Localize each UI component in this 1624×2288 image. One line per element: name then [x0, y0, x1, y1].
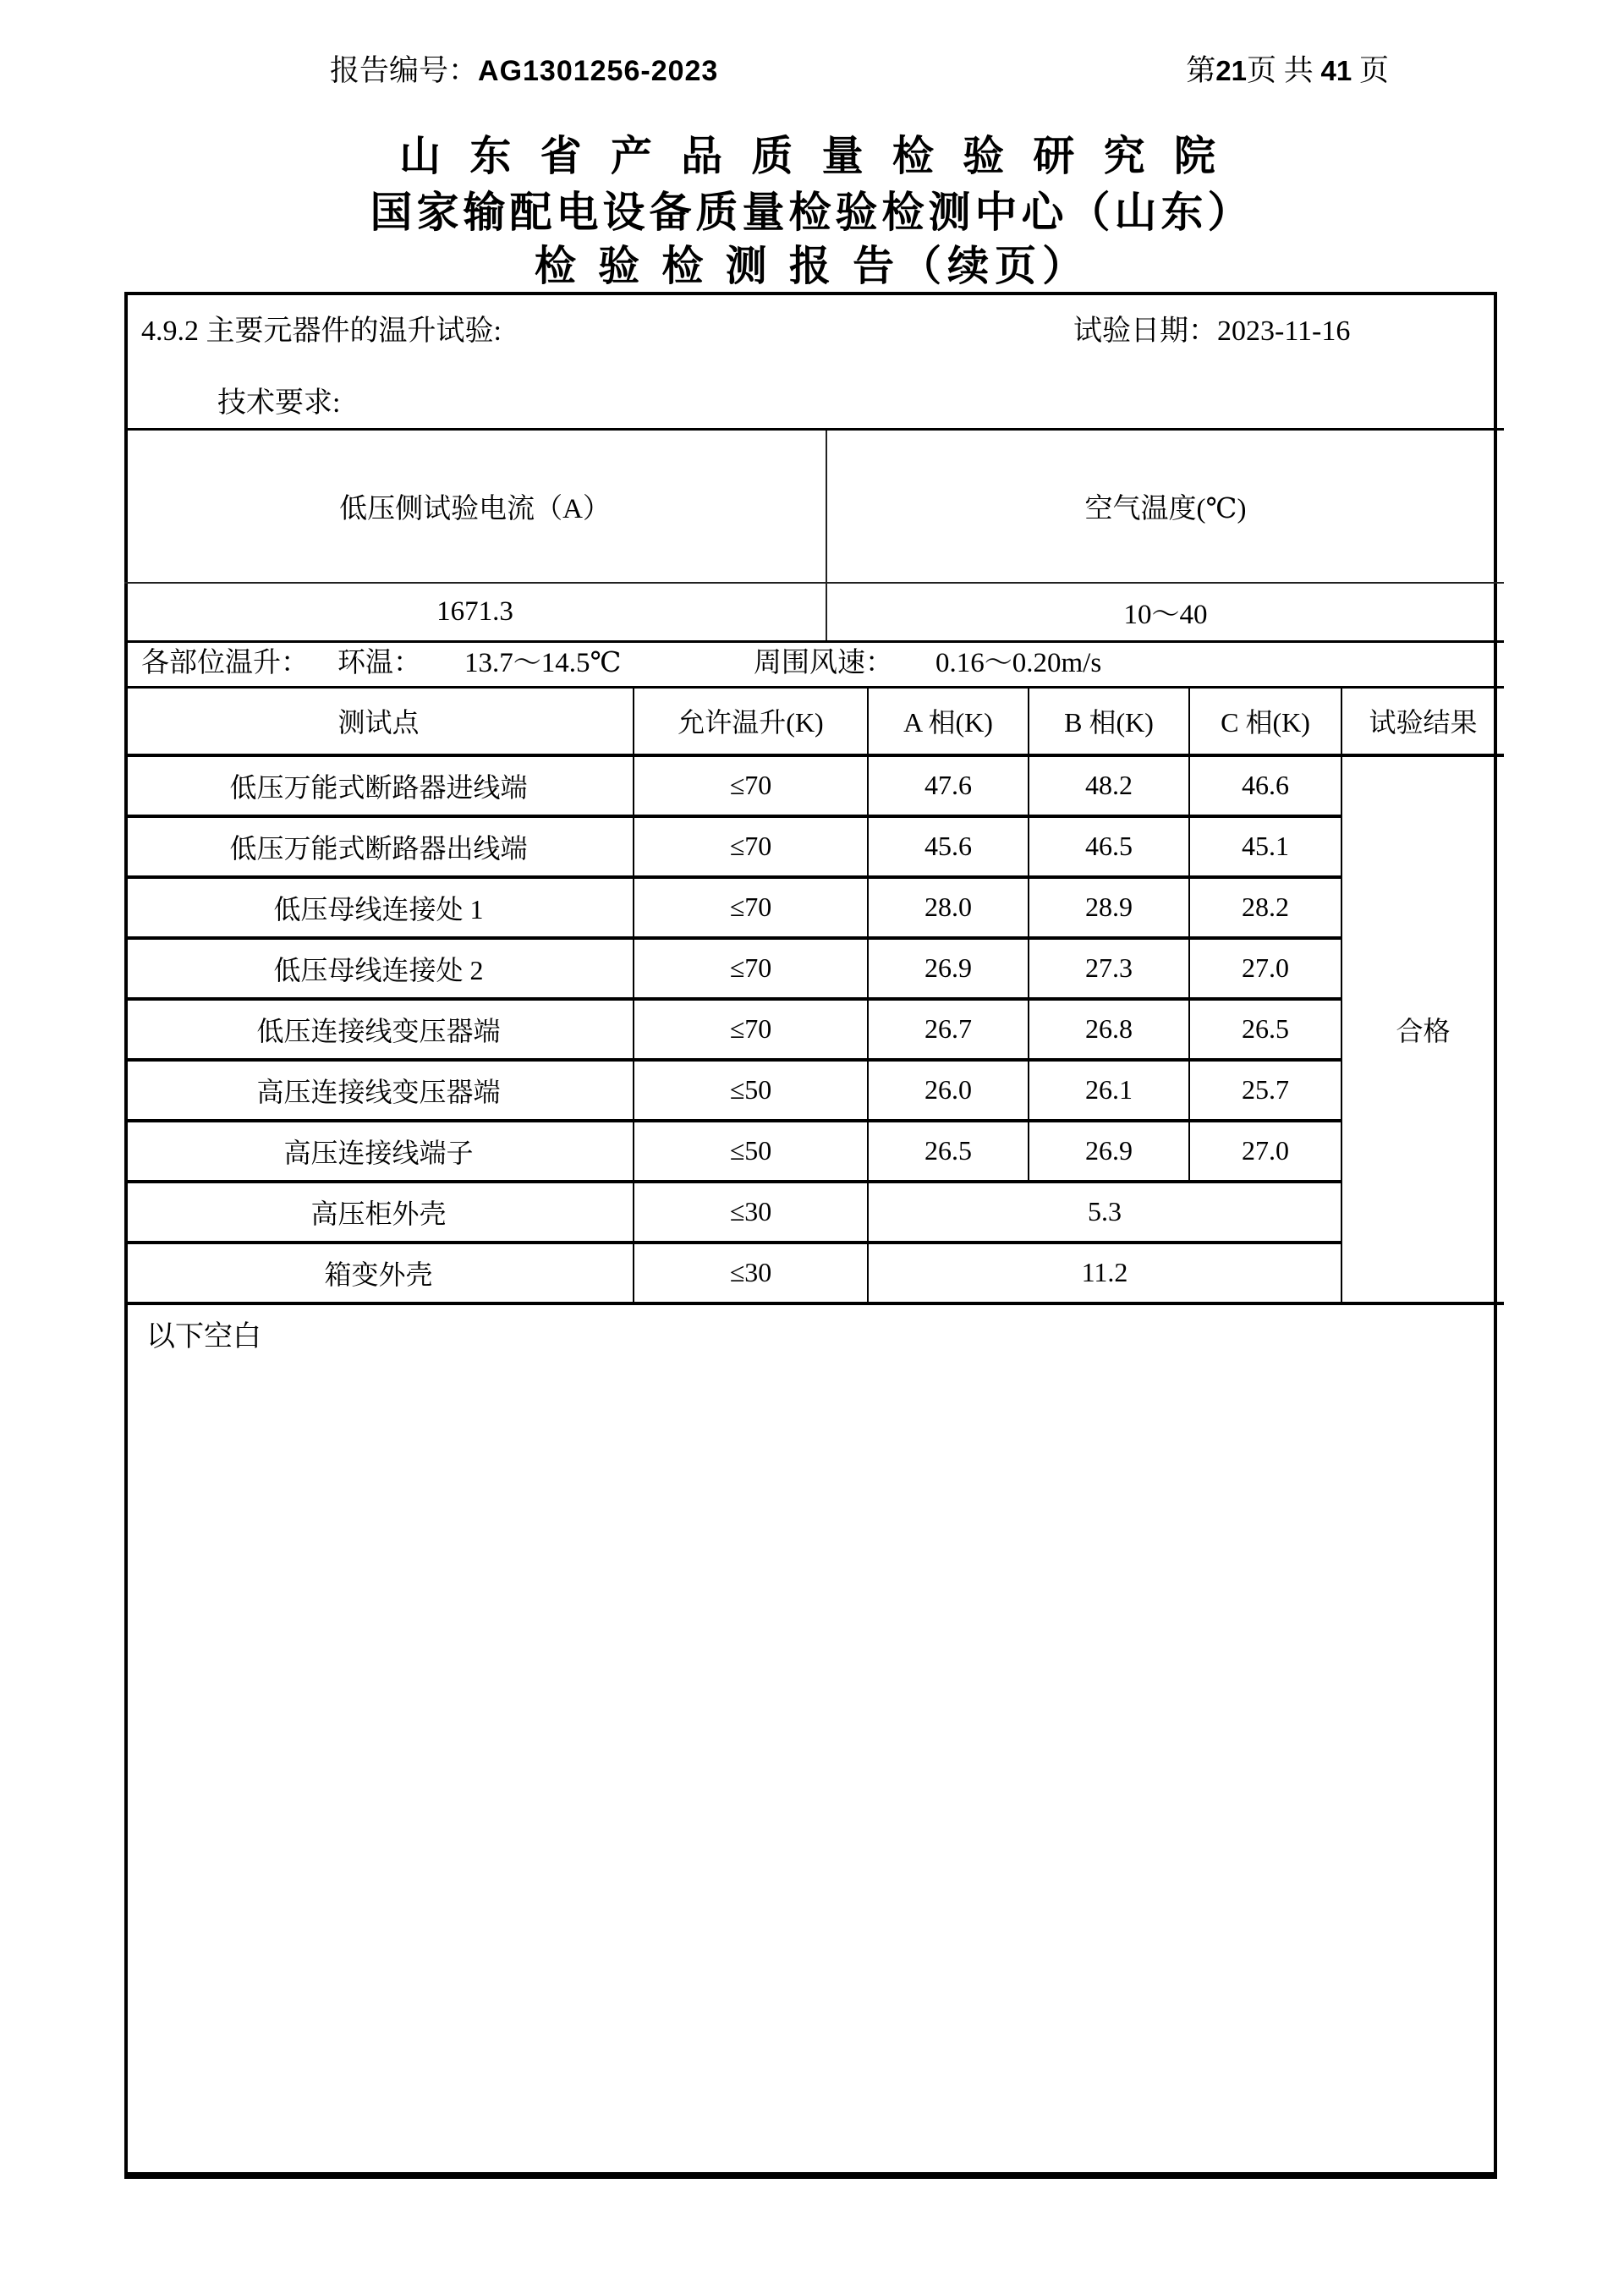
condition-value-current: 1671.3 — [124, 583, 826, 642]
table-row — [124, 877, 1504, 938]
report-number-value: AG1301256-2023 — [478, 55, 719, 87]
title-line-1: 山 东 省 产 品 质 量 检 验 研 究 院 — [399, 133, 1225, 179]
section-heading: 4.9.2 主要元器件的温升试验: — [141, 315, 502, 347]
test-date — [1073, 307, 1350, 348]
header-phase-b: B 相(K) — [1029, 688, 1189, 755]
result-cell: 合格 — [1341, 755, 1504, 1303]
below-blank-note: 以下空白 — [146, 1321, 261, 1352]
phase-c-cell: 27.0 — [1189, 1121, 1341, 1182]
phase-a-cell: 26.5 — [868, 1121, 1029, 1182]
phase-c-cell: 27.0 — [1189, 938, 1341, 999]
table-header-row — [124, 688, 1504, 755]
table-row — [124, 1060, 1504, 1121]
table-row — [124, 1243, 1504, 1303]
content-box — [124, 292, 1497, 2179]
phase-c-cell: 25.7 — [1189, 1060, 1341, 1121]
header-limit: 允许温升(K) — [634, 688, 868, 755]
header-test-point: 测试点 — [124, 688, 634, 755]
phase-b-cell: 26.1 — [1029, 1060, 1189, 1121]
table-row — [124, 1182, 1504, 1243]
phase-a-cell: 47.6 — [868, 755, 1029, 816]
phase-b-cell: 48.2 — [1029, 755, 1189, 816]
test-point-cell: 低压母线连接处 2 — [124, 938, 634, 999]
condition-value-airtemp: 10～40 — [826, 583, 1504, 642]
limit-cell: ≤70 — [634, 877, 868, 938]
ambient-temp-value: 13.7～14.5℃ — [464, 648, 622, 678]
page-current: 21 — [1215, 55, 1247, 86]
phase-b-cell: 26.9 — [1029, 1121, 1189, 1182]
limit-cell: ≤50 — [634, 1121, 868, 1182]
test-point-cell: 低压万能式断路器出线端 — [124, 816, 634, 877]
page-total: 41 — [1320, 55, 1352, 86]
merged-value-cell: 5.3 — [868, 1182, 1341, 1243]
phase-c-cell: 28.2 — [1189, 877, 1341, 938]
temp-rise-table — [124, 686, 1504, 1305]
test-point-cell: 高压柜外壳 — [124, 1182, 634, 1243]
ambient-temp-label: 环温： — [337, 648, 421, 678]
header-phase-a: A 相(K) — [868, 688, 1029, 755]
parts-temp-rise-label: 各部位温升： — [141, 648, 309, 678]
page-suffix: 页 — [1352, 54, 1389, 87]
page-indicator — [1186, 52, 1389, 90]
phase-b-cell: 26.8 — [1029, 999, 1189, 1060]
phase-a-cell: 45.6 — [868, 816, 1029, 877]
limit-cell: ≤70 — [634, 755, 868, 816]
limit-cell: ≤30 — [634, 1182, 868, 1243]
wind-speed-value: 0.16～0.20m/s — [935, 648, 1102, 678]
phase-c-cell: 45.1 — [1189, 816, 1341, 877]
table-row — [124, 999, 1504, 1060]
merged-value-cell: 11.2 — [868, 1243, 1341, 1303]
phase-a-cell: 26.0 — [868, 1060, 1029, 1121]
phase-b-cell: 28.9 — [1029, 877, 1189, 938]
page-prefix: 第 — [1186, 54, 1216, 87]
parts-temp-rise-line — [128, 640, 1494, 686]
condition-header-airtemp: 空气温度(℃) — [826, 430, 1504, 583]
test-point-cell: 低压万能式断路器进线端 — [124, 755, 634, 816]
test-point-cell: 箱变外壳 — [124, 1243, 634, 1303]
table-row — [124, 1121, 1504, 1182]
phase-c-cell: 46.6 — [1189, 755, 1341, 816]
limit-cell: ≤70 — [634, 938, 868, 999]
condition-header-current: 低压侧试验电流（A） — [124, 430, 826, 583]
test-point-cell: 低压连接线变压器端 — [124, 999, 634, 1060]
test-point-cell: 低压母线连接处 1 — [124, 877, 634, 938]
header-result: 试验结果 — [1341, 688, 1504, 755]
table-row — [124, 755, 1504, 816]
phase-b-cell: 27.3 — [1029, 938, 1189, 999]
limit-cell: ≤50 — [634, 1060, 868, 1121]
table-row — [124, 938, 1504, 999]
limit-cell: ≤70 — [634, 816, 868, 877]
header-phase-c: C 相(K) — [1189, 688, 1341, 755]
report-number-label: 报告编号： — [330, 54, 479, 87]
conditions-table — [124, 428, 1504, 643]
phase-a-cell: 28.0 — [868, 877, 1029, 938]
report-number — [330, 52, 718, 90]
test-point-cell: 高压连接线变压器端 — [124, 1060, 634, 1121]
limit-cell: ≤70 — [634, 999, 868, 1060]
table-row — [124, 816, 1504, 877]
wind-speed-label: 周围风速： — [754, 648, 893, 678]
phase-a-cell: 26.9 — [868, 938, 1029, 999]
phase-b-cell: 46.5 — [1029, 816, 1189, 877]
test-date-value: 2023-11-16 — [1217, 315, 1351, 347]
page-mid: 页 共 — [1247, 54, 1321, 87]
tech-requirements-label: 技术要求: — [217, 387, 341, 419]
title-line-3: 检 验 检 测 报 告（续页） — [534, 243, 1090, 289]
test-point-cell: 高压连接线端子 — [124, 1121, 634, 1182]
phase-c-cell: 26.5 — [1189, 999, 1341, 1060]
title-line-2: 国家输配电设备质量检验检测中心（山东） — [370, 189, 1254, 236]
test-date-label: 试验日期： — [1073, 315, 1217, 347]
limit-cell: ≤30 — [634, 1243, 868, 1303]
phase-a-cell: 26.7 — [868, 999, 1029, 1060]
